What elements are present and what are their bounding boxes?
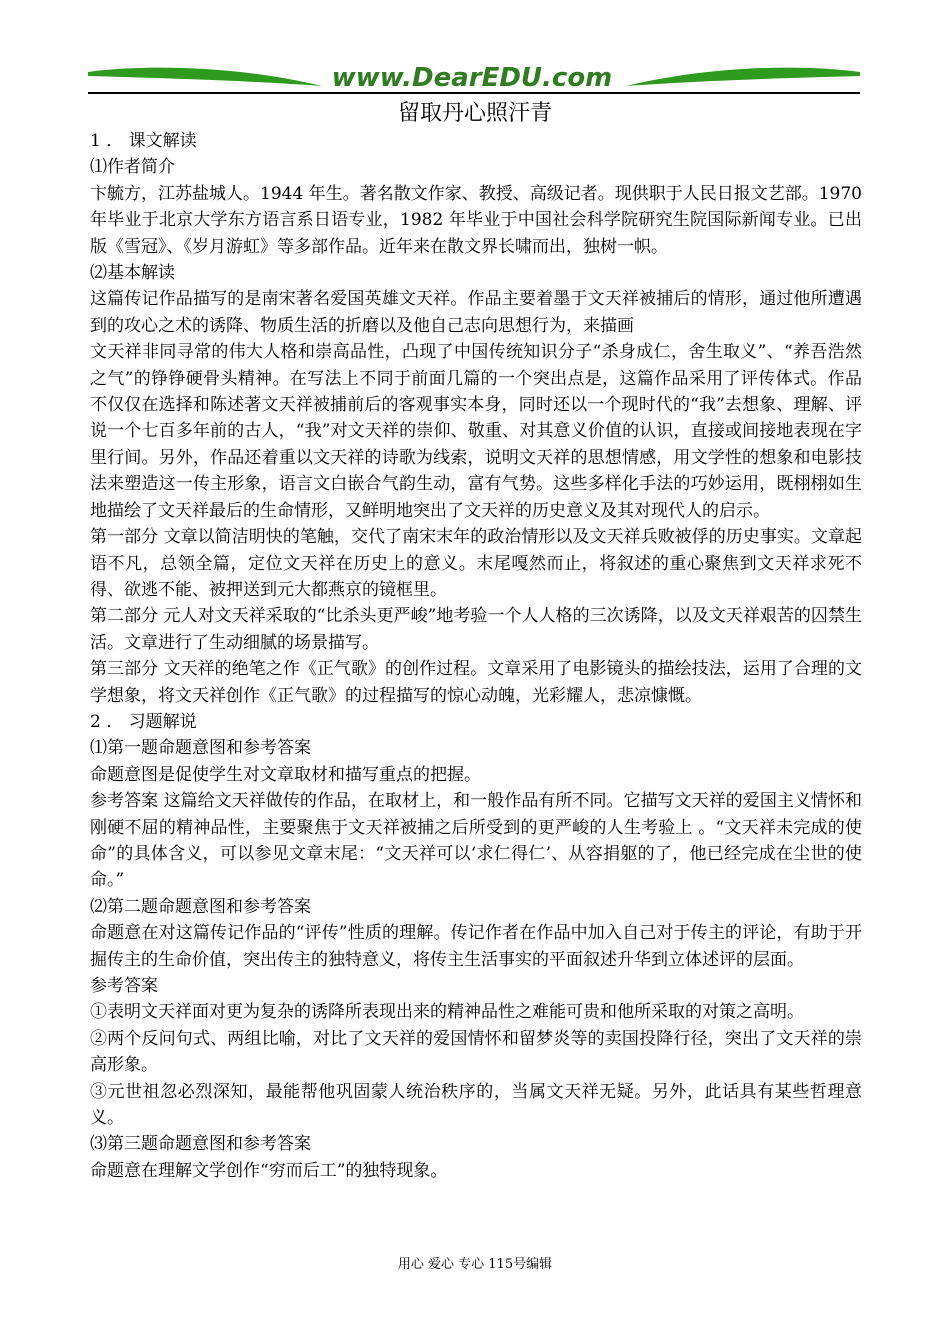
paragraph: 命题意在对这篇传记作品的“评传”性质的理解。传记作者在作品中加入自己对于传主的评论，有助于开掘传主的生命价值，突出传主的独特意义，将传主生活事实的平面叙述升华到立体述评的层面。 bbox=[90, 923, 862, 970]
right-leaf-swoosh bbox=[626, 68, 860, 86]
paragraph: 参考答案 bbox=[90, 976, 158, 996]
subsection-heading: ⑵第二题命题意图和参考答案 bbox=[90, 896, 311, 917]
paragraph: 命题意图是促使学生对文章取材和描写重点的把握。 bbox=[90, 764, 481, 785]
subsection-heading: ⑵基本解读 bbox=[90, 263, 175, 284]
site-logo: www.DearEDU.com bbox=[331, 63, 613, 93]
page-footer: 用心 爱心 专心 115号编辑 bbox=[397, 1257, 553, 1272]
paragraph: 第二部分 元人对文天祥采取的“比杀头更严峻”地考验一个人人格的三次诱降，以及文天祥艰苦的囚禁生活。文章进行了生动细腻的场景描写。 bbox=[90, 606, 862, 653]
section-heading: 2 ． 习题解说 bbox=[90, 711, 197, 732]
section-heading: 1 ． 课文解读 bbox=[90, 131, 197, 151]
paragraph: 卞毓方，江苏盐城人。1944 年生。著名散文作家、教授、高级记者。现供职于人民日报文艺部。1970 年毕业于北京大学东方语言系日语专业，1982 年毕业于中国社会科学院研究生院国际新闻专业。已出版《雪冠》、《岁月游虹》等多部作品。近年来在散文界长啸而出，独树一帜。 bbox=[90, 183, 862, 257]
paragraph: 第三部分 文天祥的绝笔之作《正气歌》的创作过程。文章采用了电影镜头的描绘技法，运用了合理的文学想象，将文天祥创作《正气歌》的过程描写的惊心动魄，光彩耀人，悲凉慷慨。 bbox=[90, 659, 862, 706]
document-body bbox=[90, 128, 862, 1184]
subsection-heading: ⑴作者简介 bbox=[90, 157, 175, 178]
document-title: 留取丹心照汗青 bbox=[397, 101, 552, 126]
paragraph: 参考答案 这篇给文天祥做传的作品，在取材上，和一般作品有所不同。它描写文天祥的爱国主义情怀和刚硬不屈的精神品性，主要聚焦于文天祥被捕之后所受到的更严峻的人生考验上 。“文天祥未完成的使命”的具体含义，可以参见文章末尾：“文天祥可以‘求仁得仁’、从容捐躯的了，他已经完成在尘世的使命。” bbox=[90, 791, 862, 891]
paragraph: 命题意在理解文学创作“穷而后工”的独特现象。 bbox=[90, 1160, 448, 1181]
paragraph: 第一部分 文章以简洁明快的笔触，交代了南宋末年的政治情形以及文天祥兵败被俘的历史事实。文章起语不凡，总领全篇，定位文天祥在历史上的意义。末尾嘎然而止，将叙述的重心聚焦到文天祥求死不得、欲逃不能、被押送到元大都燕京的镜框里。 bbox=[90, 527, 862, 600]
list-item: ②两个反问句式、两组比喻，对比了文天祥的爱国情怀和留梦炎等的卖国投降行径，突出了文天祥的崇高形象。 bbox=[90, 1028, 862, 1076]
list-item: ③元世祖忽必烈深知，最能帮他巩固蒙人统治秩序的，当属文天祥无疑。另外，此话具有某些哲理意义。 bbox=[90, 1081, 862, 1129]
subsection-heading: ⑴第一题命题意图和参考答案 bbox=[90, 738, 311, 759]
paragraph: 这篇传记作品描写的是南宋著名爱国英雄文天祥。作品主要着墨于文天祥被捕后的情形，通过他所遭遇到的攻心之术的诱降、物质生活的折磨以及他自己志向思想行为，来描画 bbox=[90, 289, 862, 336]
paragraph: 文天祥非同寻常的伟大人格和崇高品性，凸现了中国传统知识分子“杀身成仁，舍生取义”、“养吾浩然之气”的铮铮硬骨头精神。在写法上不同于前面几篇的一个突出点是，这篇作品采用了评传体式。作品不仅仅在选择和陈述著文天祥被捕前后的客观事实本身，同时还以一个现时代的“我”去想象、理解、评说一个七百多年前的古人，“我”对文天祥的崇仰、敬重、对其意义价值的认识，直接或间接地表现在字里行间。另外，作品还着重以文天祥的诗歌为线索，说明文天祥的思想情感，用文学性的想象和电影技法来塑造这一传主形象，语言文白嵌合气韵生动，富有气势。这些多样化手法的巧妙运用，既栩栩如生地描绘了文天祥最后的生命情形，又鲜明地突出了文天祥的历史意义及其对现代人的启示。 bbox=[90, 342, 862, 521]
list-item: ①表明文天祥面对更为复杂的诱降所表现出来的精神品性之难能可贵和他所采取的对策之高明。 bbox=[90, 1002, 804, 1023]
left-leaf-swoosh bbox=[88, 68, 322, 86]
subsection-heading: ⑶第三题命题意图和参考答案 bbox=[90, 1134, 311, 1155]
